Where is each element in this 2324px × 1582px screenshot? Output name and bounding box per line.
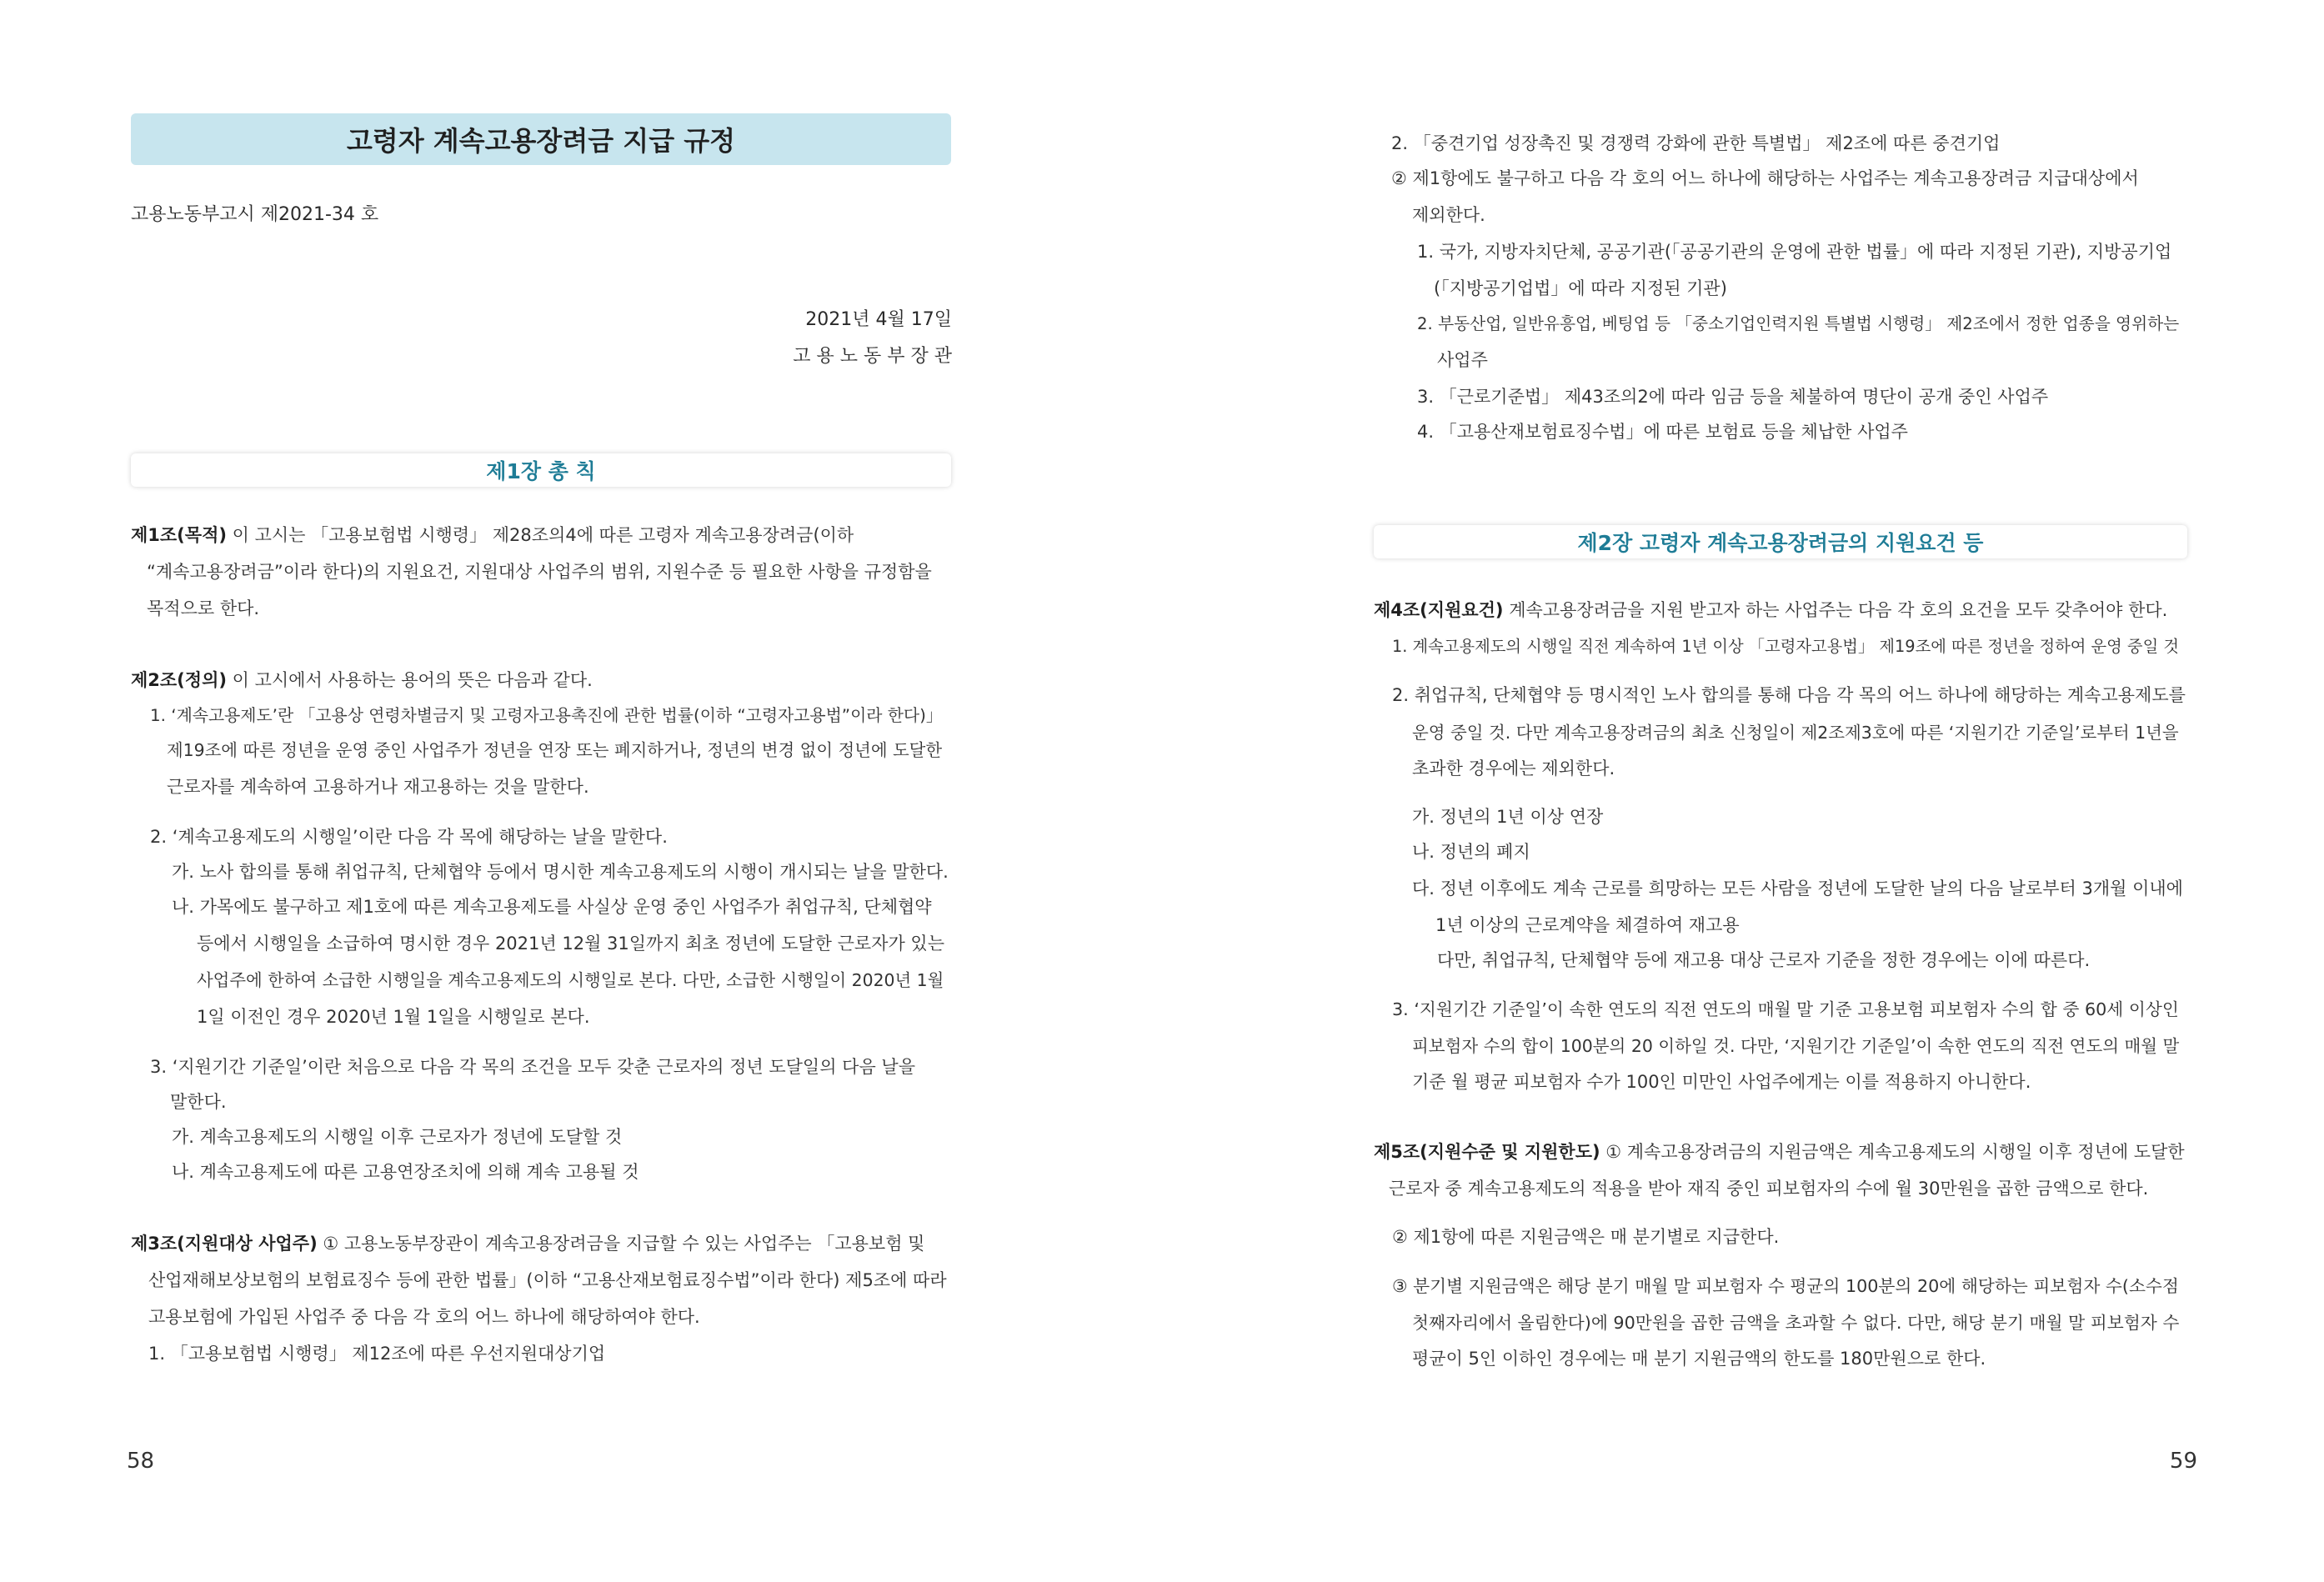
article-2-line: 1일 이전인 경우 2020년 1월 1일을 시행일로 본다. (197, 1007, 590, 1027)
article-3-cont-line: 1. 국가, 지방자치단체, 공공기관(「공공기관의 운영에 관한 법률」에 따라 지정된 기관), 지방공기업 (1417, 242, 2172, 262)
article-1-line: 목적으로 한다. (147, 598, 260, 618)
article-5-line: ③ 분기별 지원금액은 해당 분기 매월 말 피보험자 수 평균의 100분의 20에 해당하는 피보험자 수(소수점 (1392, 1276, 2179, 1296)
article-3-cont-line: 사업주 (1437, 350, 1488, 370)
article-2-line: 사업주에 한하여 소급한 시행일을 계속고용제도의 시행일로 본다. 다만, 소급한 시행일이 2020년 1월 (197, 970, 944, 990)
article-3-line: 제3조(지원대상 사업주) ① 고용노동부장관이 계속고용장려금을 지급할 수 있는 사업주는 「고용보험 및 (131, 1234, 925, 1254)
article-1-line: “계속고용장려금”이라 한다)의 지원요건, 지원대상 사업주의 범위, 지원수준 등 필요한 사항을 규정함을 (147, 562, 932, 582)
article-2-line: 가. 계속고용제도의 시행일 이후 근로자가 정년에 도달할 것 (172, 1127, 623, 1147)
article-4-line: 3. ‘지원기간 기준일’이 속한 연도의 직전 연도의 매월 말 기준 고용보험 피보험자 수의 합 중 60세 이상인 (1392, 999, 2179, 1019)
article-2-line: 제2조(정의) 이 고시에서 사용하는 용어의 뜻은 다음과 같다. (131, 670, 593, 690)
article-2-label: 제2조(정의) (131, 670, 227, 690)
article-3-cont-line: 4. 「고용산재보험료징수법」에 따른 보험료 등을 체납한 사업주 (1417, 422, 1908, 442)
article-3-cont-line: (「지방공기업법」에 따라 지정된 기관) (1434, 278, 1727, 298)
article-2-line: 나. 가목에도 불구하고 제1호에 따른 계속고용제도를 사실상 운영 중인 사업주가 취업규칙, 단체협약 (172, 897, 932, 917)
article-2-line: 등에서 시행일을 소급하여 명시한 경우 2021년 12월 31일까지 최초 정년에 도달한 근로자가 있는 (197, 934, 944, 954)
article-5-line: 제5조(지원수준 및 지원한도) ① 계속고용장려금의 지원금액은 계속고용제도의 시행일 이후 정년에 도달한 (1374, 1142, 2185, 1162)
article-2-line: 제19조에 따른 정년을 운영 중인 사업주가 정년을 연장 또는 폐지하거나, 정년의 변경 없이 정년에 도달한 (167, 740, 943, 760)
article-2-line: 나. 계속고용제도에 따른 고용연장조치에 의해 계속 고용될 것 (172, 1162, 639, 1182)
issue-date: 2021년 4월 17일 (805, 309, 952, 330)
article-2-line: 1. ‘계속고용제도’란 「고용상 연령차별금지 및 고령자고용촉진에 관한 법률(이하 “고령자고용법”이라 한다)」 (150, 706, 943, 725)
article-4-line: 피보험자 수의 합이 100분의 20 이하일 것. 다만, ‘지원기간 기준일’이 속한 연도의 직전 연도의 매월 말 (1412, 1036, 2180, 1056)
article-5-line: 첫째자리에서 올림한다)에 90만원을 곱한 금액을 초과할 수 없다. 다만, 해당 분기 매월 말 피보험자 수 (1412, 1313, 2180, 1333)
article-2-line: 가. 노사 합의를 통해 취업규칙, 단체협약 등에서 명시한 계속고용제도의 시행이 개시되는 날을 말한다. (172, 862, 949, 882)
article-4-line: 나. 정년의 폐지 (1412, 842, 1530, 862)
article-5-line: 근로자 중 계속고용제도의 적용을 받아 재직 중인 피보험자의 수에 월 30만원을 곱한 금액으로 한다. (1389, 1179, 2149, 1199)
article-3-line: 산업재해보상보험의 보험료징수 등에 관한 법률」(이하 “고용산재보험료징수법”이라 한다) 제5조에 따라 (148, 1270, 947, 1290)
article-4-line: 기준 월 평균 피보험자 수가 100인 미만인 사업주에게는 이를 적용하지 아니한다. (1412, 1072, 2031, 1092)
page-number: 59 (2169, 1449, 2197, 1474)
article-3-cont-line: 2. 부동산업, 일반유흥업, 베팅업 등 「중소기업인력지원 특별법 시행령」 제2조에서 정한 업종을 영위하는 (1417, 314, 2180, 333)
article-4-line: 다만, 취업규칙, 단체협약 등에 재고용 대상 근로자 기준을 정한 경우에는 이에 따른다. (1437, 950, 2091, 970)
article-4-line: 운영 중일 것. 다만 계속고용장려금의 최초 신청일이 제2조제3호에 따른 ‘지원기간 기준일’로부터 1년을 (1412, 723, 2179, 743)
article-2-line: 말한다. (170, 1092, 227, 1112)
article-1-line: 제1조(목적) 이 고시는 「고용보험법 시행령」 제28조의4에 따른 고령자 계속고용장려금(이하 (131, 525, 854, 545)
article-3-cont-line: 제외한다. (1412, 205, 1485, 225)
article-3-cont-line: 3. 「근로기준법」 제43조의2에 따라 임금 등을 체불하여 명단이 공개 중인 사업주 (1417, 387, 2049, 407)
notice-number: 고용노동부고시 제2021-34 호 (131, 204, 379, 225)
page-number: 58 (127, 1449, 155, 1474)
article-4-line: 1. 계속고용제도의 시행일 직전 계속하여 1년 이상 「고령자고용법」 제19조에 따른 정년을 정하여 운영 중일 것 (1392, 637, 2179, 656)
article-3-label: 제3조(지원대상 사업주) (131, 1234, 318, 1254)
article-5-label: 제5조(지원수준 및 지원한도) (1374, 1142, 1600, 1162)
right-page (1162, 0, 2324, 1582)
article-4-line: 가. 정년의 1년 이상 연장 (1412, 807, 1604, 827)
article-4-line: 제4조(지원요건) 계속고용장려금을 지원 받고자 하는 사업주는 다음 각 호의 요건을 모두 갖추어야 한다. (1374, 600, 2168, 620)
issuing-authority: 고 용 노 동 부 장 관 (793, 346, 952, 367)
article-4-line: 1년 이상의 근로계약을 체결하여 재고용 (1435, 915, 1740, 935)
article-4-line: 2. 취업규칙, 단체협약 등 명시적인 노사 합의를 통해 다음 각 목의 어느 하나에 해당하는 계속고용제도를 (1392, 685, 2186, 705)
date-block (793, 302, 952, 375)
document-title: 고령자 계속고용장려금 지급 규정 (131, 113, 951, 165)
article-3-cont-line: ② 제1항에도 불구하고 다음 각 호의 어느 하나에 해당하는 사업주는 계속고용장려금 지급대상에서 (1391, 168, 2139, 188)
article-5-line: ② 제1항에 따른 지원금액은 매 분기별로 지급한다. (1392, 1227, 1780, 1247)
article-5-line: 평균이 5인 이하인 경우에는 매 분기 지원금액의 한도를 180만원으로 한다. (1412, 1349, 1986, 1369)
chapter-2-heading: 제2장 고령자 계속고용장려금의 지원요건 등 (1374, 525, 2187, 558)
article-2-line: 근로자를 계속하여 고용하거나 재고용하는 것을 말한다. (167, 777, 589, 797)
article-4-line: 다. 정년 이후에도 계속 근로를 희망하는 모든 사람을 정년에 도달한 날의 다음 날로부터 3개월 이내에 (1412, 879, 2183, 899)
article-1-label: 제1조(목적) (131, 525, 227, 545)
chapter-1-heading: 제1장 총 칙 (131, 453, 951, 487)
article-3-cont-line: 2. 「중견기업 성장촉진 및 경쟁력 강화에 관한 특별법」 제2조에 따른 중견기업 (1391, 133, 2001, 153)
article-2-line: 2. ‘계속고용제도의 시행일’이란 다음 각 목에 해당하는 날을 말한다. (150, 827, 668, 847)
article-3-line: 고용보험에 가입된 사업주 중 다음 각 호의 어느 하나에 해당하여야 한다. (148, 1307, 700, 1327)
article-4-label: 제4조(지원요건) (1374, 600, 1504, 620)
article-3-line: 1. 「고용보험법 시행령」 제12조에 따른 우선지원대상기업 (148, 1344, 606, 1364)
article-4-line: 초과한 경우에는 제외한다. (1412, 758, 1615, 778)
article-2-line: 3. ‘지원기간 기준일’이란 처음으로 다음 각 목의 조건을 모두 갖춘 근로자의 정년 도달일의 다음 날을 (150, 1057, 915, 1077)
